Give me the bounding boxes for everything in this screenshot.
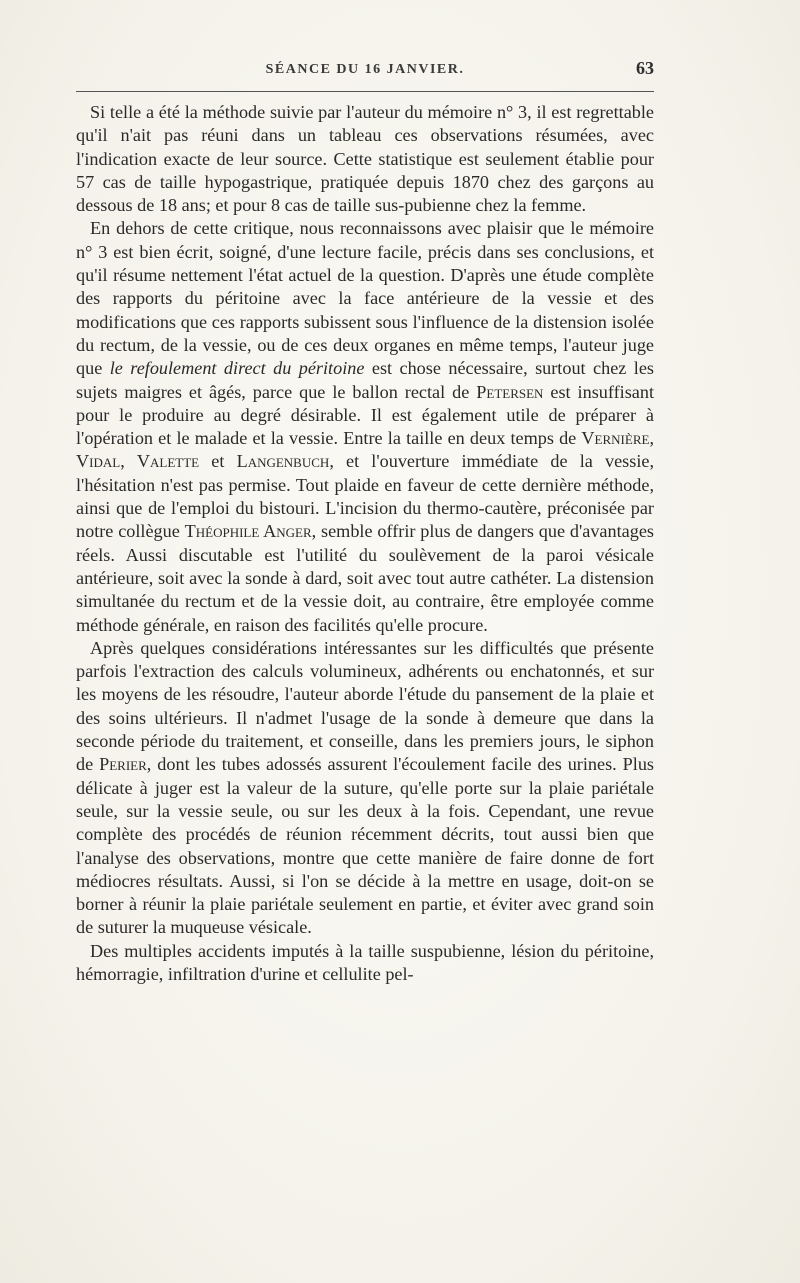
author-name: Vidal (76, 451, 121, 472)
author-name: Petersen (476, 381, 544, 402)
text-run: est insuffisant pour le produire au degré désirable. Il est également utile de préparer à l'opération et le malade et la vessie. Entre la taille en deux temps de (76, 381, 654, 449)
paragraph (76, 217, 654, 636)
running-title: SÉANCE DU 16 JANVIER. (265, 62, 465, 77)
italic-phrase: le refoulement direct du péritoine (109, 358, 365, 379)
author-name: Vernière (581, 428, 650, 449)
text-run: , (649, 428, 654, 449)
body-text (76, 101, 654, 986)
paragraph (76, 101, 654, 217)
text-run: et (199, 451, 237, 472)
header-rule (76, 91, 654, 92)
text-run: Des multiples accidents imputés à la taille suspubienne, lésion du péritoine, hémorragie, infiltration d'urine et cellulite pel- (76, 940, 654, 984)
author-name: Valette (136, 451, 200, 472)
text-run: Si telle a été la méthode suivie par l'auteur du mémoire n° 3, il est regrettable qu'il n'ait pas réuni dans un tableau ces observations résumées, avec l'indication exacte de leur source. Cette statistique est seulement établie pour 57 cas de taille hypogastrique, pratiquée depuis 1870 chez des garçons au dessous de 18 ans; et pour 8 cas de taille sus-pubienne chez la femme. (76, 102, 654, 216)
author-name: Langenbuch (236, 451, 330, 472)
author-name: Théophile Anger (184, 521, 312, 542)
text-run: Après quelques considérations intéressantes sur les difficultés que présente parfois l'extraction des calculs volumineux, adhérents ou enchatonnés, et sur les moyens de les résoudre, l'auteur aborde l'étude du pansement de la plaie et des soins ultérieurs. Il n'admet l'usage de la sonde à demeure que dans la seconde période du traitement, et conseille, dans les premiers jours, le siphon de (76, 637, 654, 775)
text-run: , (120, 451, 137, 472)
paragraph (76, 940, 654, 987)
text-run: En dehors de cette critique, nous reconnaissons avec plaisir que le mémoire n° 3 est bien écrit, soigné, d'une lecture facile, précis dans ses conclusions, et qu'il résume nettement l'état actuel de la question. D'après une étude complète des rapports du péritoine avec la face antérieure de la vessie et des modifications que ces rapports subissent sous l'influence de la distension isolée du rectum, de la vessie, ou de ces deux organes en même temps, l'auteur juge que (76, 218, 654, 379)
paragraph (76, 637, 654, 940)
author-name: Perier (99, 754, 147, 775)
text-run: , et l'ouverture immédiate de la vessie, l'hésitation n'est pas permise. Tout plaide en faveur de cette dernière méthode, ainsi que de l'emploi du bistouri. L'incision du thermo-cautère, préconisée par notre collègue (76, 451, 654, 542)
text-run: est chose nécessaire, surtout chez les sujets maigres et âgés, parce que le ballon rectal de (76, 358, 655, 402)
text-run: , semble offrir plus de dangers que d'avantages réels. Aussi discutable est l'utilité du soulèvement de la paroi vésicale antérieure, soit avec la sonde à dard, soit avec tout autre cathéter. La distension simultanée du rectum et de la vessie doit, au contraire, être employée comme méthode générale, en raison des facilités qu'elle procure. (76, 521, 654, 635)
page-number: 63 (636, 58, 654, 78)
text-run: , dont les tubes adossés assurent l'écoulement facile des urines. Plus délicate à juger est la valeur de la suture, qu'elle porte sur la plaie pariétale seule, sur la vessie seule, ou sur les deux à la fois. Cependant, une revue complète des procédés de réunion récemment décrits, tout aussi bien que l'analyse des observations, montre que cette manière de faire donne de fort médiocres résultats. Aussi, si l'on se décide à la mettre en usage, doit-on se borner à réunir la plaie pariétale seulement en partie, et éviter avec grand soin de suturer la muqueuse vésicale. (76, 754, 654, 938)
running-head (76, 58, 654, 84)
